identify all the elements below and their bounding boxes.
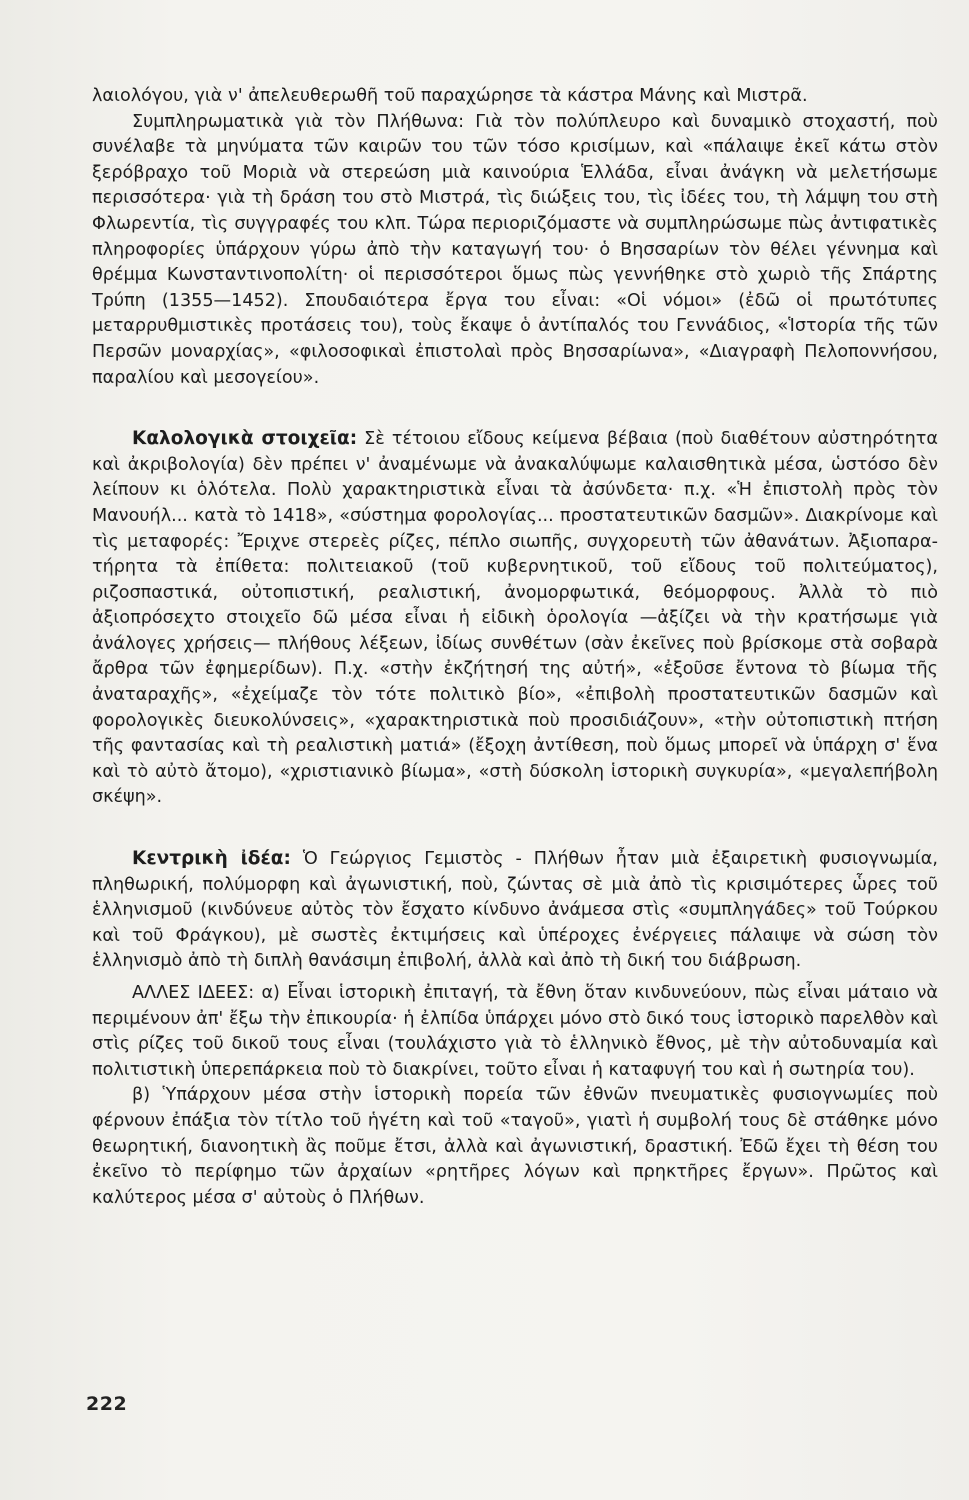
- paragraph-other-ideas-a: ΑΛΛΕΣ ΙΔΕΕΣ: α) Εἶναι ἱστορικὴ ἐπιταγή, τὰ ἔθνη ὅταν κινδυνεύουν, πὼς εἶναι μάταιο νὰ περιμένουν ἀπ' ἔξω τὴν ἐπικουρία· ἡ ἐλπίδα ὑπάρχει μόνο στὸ δικό τους ἱστορικὸ παρελθὸν καὶ στὶς ρίζες τοῦ δικοῦ τους εἶναι (τουλάχιστο γιὰ τὸ ἑλληνικὸ ἔθνος, μὲ τὴν αὐτοδυναμία καὶ πολιτιστικὴ ὑπερεπάρκεια ποὺ τὸ διακρίνει, τοῦτο εἶναι ἡ καταφυγή του καὶ ἡ σωτηρία του).: [92, 983, 938, 1080]
- stylistic-elements-text: Σὲ τέτοιου εἴδους κείμενα βέβαια (ποὺ διαθέτουν αὐστηρότητα καὶ ἀκριβολογία) δὲν πρέπει ν' ἀναμένωμε νὰ ἀνακαλύψωμε καλαισθητικὰ μέσα, ὡστόσο δὲν λείπουν κι ὁλότελα. Πολὺ χαρακτηριστικὰ εἶναι τὰ ἀσύνδετα· π.χ. «Ἡ ἐπιστολὴ πρὸς τὸν Μανουήλ... κατὰ τὸ 1418», «σύστημα φορολογίας... προστατευτικῶν δασμῶν». Διακρίνομε καὶ τὶς μεταφορές: Ἔριχνε στερεὲς ρίζες, πέπλο σιωπῆς, συγχορευτὴ τῶν ἀθανάτων. Ἀξιοπαρατήρητα τὰ ἐπίθετα: πολιτειακοῦ (τοῦ κυβερνητικοῦ, τοῦ εἴδους τοῦ πολιτεύματος), ριζοσπαστικά, οὐτοπιστική, ρεαλιστική, ἀνομορφωτικά, θεόμορφους. Ἀλλὰ τὸ πιὸ ἀξιοπρόσεχτο στοιχεῖο δῶ μέσα εἶναι ἡ εἰδικὴ ὁρολογία —ἀξίζει νὰ τὴν κρατήσωμε γιὰ ἀνάλογες χρήσεις— πλήθους λέξεων, ἰδίως συνθέτων (σὰν ἐκεῖνες ποὺ βρίσκομε στὰ σοβαρὰ ἄρθρα τῶν ἐφημερίδων). Π.χ. «στὴν ἐκζήτησή της αὐτή», «ἐξοῦσε ἔντονα τὸ βίωμα τῆς ἀναταραχῆς», «ἐχείμαζε τὸν τότε πολιτικὸ βίο», «ἐπιβολὴ προστατευτικῶν δασμῶν καὶ φορολογικὲς διευκολύνσεις», «χαρακτηριστικὰ ποὺ προσιδιάζουν», «τὴν οὐτοπιστικὴ πτήση τῆς φαντασίας καὶ τὴ ρεαλιστικὴ ματιά» (ἔξοχη ἀντίθεση, ποὺ ὅμως μπορεῖ νὰ ὑπάρχη σ' ἕνα καὶ τὸ αὐτὸ ἄτομο), «χριστιανικὸ βίωμα», «στὴ δύσκολη ἱστορικὴ συγκυρία», «μεγαλεπήβολη σκέψη».: [92, 429, 938, 808]
- paragraph-stylistic-elements: [92, 426, 938, 811]
- section-heading-stylistic: Καλολογικὰ στοιχεῖα:: [132, 428, 358, 450]
- central-idea-text: Ὁ Γεώργιος Γεμιστὸς - Πλήθων ἦταν μιὰ ἐξαιρετικὴ φυσιογνωμία, πληθωρική, πολύμορφη καὶ ἀγωνιστική, ποὺ, ζώντας σὲ μιὰ ἀπὸ τὶς κρισιμότερες ὧρες τοῦ ἑλληνισμοῦ (κινδύνευε αὐτὸς τὸν ἔσχατο κίνδυνο ἀνάμεσα στὶς «συμπληγάδες» τοῦ Τούρκου καὶ τοῦ Φράγκου), μὲ σωστὲς ἐκτιμήσεις καὶ ὑπέροχες ἐνέργειες πάλαιψε νὰ σώση τὸν ἑλληνισμὸ ἀπὸ τὴ διπλὴ θανάσιμη ἐπιβολή, ἀλλὰ καὶ ἀπὸ τὴ δική του διάβρωση.: [92, 849, 938, 972]
- paragraph-continuation: λαιολόγου, γιὰ ν' ἀπελευθερωθῆ τοῦ παραχώρησε τὰ κάστρα Μάνης καὶ Μιστρᾶ.: [92, 86, 808, 106]
- paragraph-other-ideas-b: β) Ὑπάρχουν μέσα στὴν ἱστορικὴ πορεία τῶν ἐθνῶν πνευματικὲς φυσιογνωμίες ποὺ φέρνουν ἐπάξια τὸν τίτλο τοῦ ἡγέτη καὶ τοῦ «ταγοῦ», γιατὶ ἡ συμβολή τους δὲ στάθηκε μόνο θεωρητική, διανοητικὴ ἂς ποῦμε ἔτσι, ἀλλὰ καὶ ἀγωνιστική, δραστική. Ἐδῶ ἔχει τὴ θέση του ἐκεῖνο τὸ περίφημο τῶν ἀρχαίων «ρητῆρες λόγων καὶ πρηκτῆρες ἔργων». Πρῶτος καὶ καλύτερος μέσα σ' αὐτοὺς ὁ Πλήθων.: [92, 1085, 938, 1208]
- section-heading-central-idea: Κεντρικὴ ἰδέα:: [132, 848, 291, 870]
- paragraph-plethon-supplement: Συμπληρωματικὰ γιὰ τὸν Πλήθωνα: Γιὰ τὸν πολύπλευρο καὶ δυναμικὸ στοχαστή, ποὺ συνέλαβε τὰ μηνύματα τῶν καιρῶν του τῶν τόσο κρισίμων, καὶ «πάλαιψε ἐκεῖ κάτω στὸν ξερόβραχο τοῦ Μοριὰ νὰ στερεώση μιὰ καινούρια Ἑλλάδα, εἶναι ἀνάγκη νὰ μελετήσωμε περισσότερα· γιὰ τὴ δράση του στὸ Μιστρά, τὶς διώξεις του, τὶς ἰδέες του, τὴ λάμψη του στὴ Φλωρεντία, τὶς συγγραφές του κλπ. Τώρα περιοριζόμαστε νὰ συμπληρώσωμε πὼς ἀντιφατικὲς πληροφορίες ὑπάρχουν γύρω ἀπὸ τὴν καταγωγή του· ὁ Βησσαρίων τὸν θέλει γέννημα καὶ θρέμμα Κωνσταντινοπολίτη· οἱ περισσότεροι ὅμως πὼς γεννήθηκε στὸ χωριὸ τῆς Σπάρτης Τρύπη (1355—1452). Σπουδαιότερα ἔργα του εἶναι: «Οἱ νόμοι» (ἐδῶ οἱ πρωτότυπες μεταρρυθμιστικὲς προτάσεις του), τοὺς ἔκαψε ὁ ἀντίπαλός του Γεννάδιος, «Ἱστορία τῆς τῶν Περσῶν μοναρχίας», «φιλοσοφικαὶ ἐπιστολαὶ πρὸς Βησσαρίωνα», «Διαγραφὴ Πελοποννήσου, παραλίου καὶ μεσογείου».: [92, 111, 938, 388]
- paragraph-central-idea: [92, 846, 938, 975]
- page-number: 222: [86, 1393, 128, 1415]
- body-text: [92, 84, 938, 1211]
